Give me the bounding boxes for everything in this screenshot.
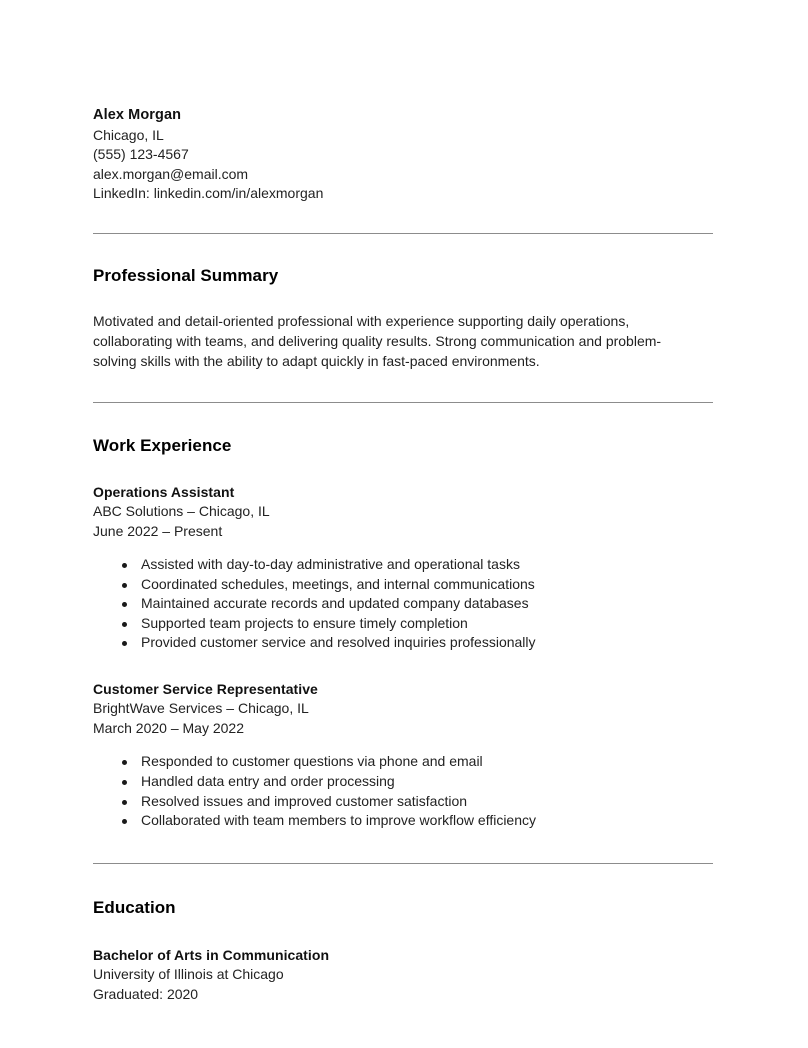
divider-below-summary: [93, 402, 713, 403]
job-dates: June 2022 – Present: [93, 522, 223, 539]
summary-paragraph: Motivated and detail-oriented professional with experience supporting daily operations, collaborating with teams, and delivering quality results. Strong communication and problem-solving skills with the ability to adapt quickly in fast-paced environments.: [93, 312, 662, 369]
job-dates: March 2020 – May 2022: [93, 719, 244, 736]
degree-title: Bachelor of Arts in Communication: [93, 946, 330, 963]
candidate-name: Alex Morgan: [93, 107, 182, 123]
list-item: Responded to customer questions via phone and email: [93, 752, 713, 772]
list-item: Collaborated with team members to improve workflow efficiency: [93, 811, 713, 831]
work-entry: [93, 680, 713, 831]
divider-above-summary: [93, 233, 713, 234]
graduation-year: Graduated: 2020: [93, 985, 199, 1002]
job-title: Customer Service Representative: [93, 680, 318, 697]
list-item: Handled data entry and order processing: [93, 772, 713, 792]
candidate-phone: (555) 123-4567: [93, 146, 189, 162]
job-title: Operations Assistant: [93, 483, 235, 500]
list-item: Resolved issues and improved customer satisfaction: [93, 792, 713, 812]
candidate-linkedin: LinkedIn: linkedin.com/in/alexmorgan: [93, 185, 324, 201]
candidate-location: Chicago, IL: [93, 126, 164, 143]
candidate-email: alex.morgan@email.com: [93, 165, 249, 182]
job-bullet-list: [93, 752, 713, 830]
education-entry: [93, 946, 713, 1005]
list-item: Supported team projects to ensure timely completion: [93, 614, 713, 634]
section-heading-summary: Professional Summary: [93, 265, 279, 285]
job-bullet-list: [93, 555, 713, 653]
divider-above-education: [93, 863, 713, 864]
job-company: ABC Solutions – Chicago, IL: [93, 503, 270, 519]
list-item: Coordinated schedules, meetings, and internal communications: [93, 575, 713, 595]
list-item: Assisted with day-to-day administrative and operational tasks: [93, 555, 713, 575]
section-heading-work-experience: Work Experience: [93, 435, 232, 455]
school-name: University of Illinois at Chicago: [93, 966, 284, 983]
work-entry: [93, 483, 713, 653]
resume-content: [93, 106, 713, 1004]
job-company: BrightWave Services – Chicago, IL: [93, 700, 309, 717]
list-item: Provided customer service and resolved inquiries professionally: [93, 633, 713, 653]
contact-header: [93, 106, 713, 204]
section-heading-education: Education: [93, 897, 176, 917]
list-item: Maintained accurate records and updated company databases: [93, 594, 713, 614]
